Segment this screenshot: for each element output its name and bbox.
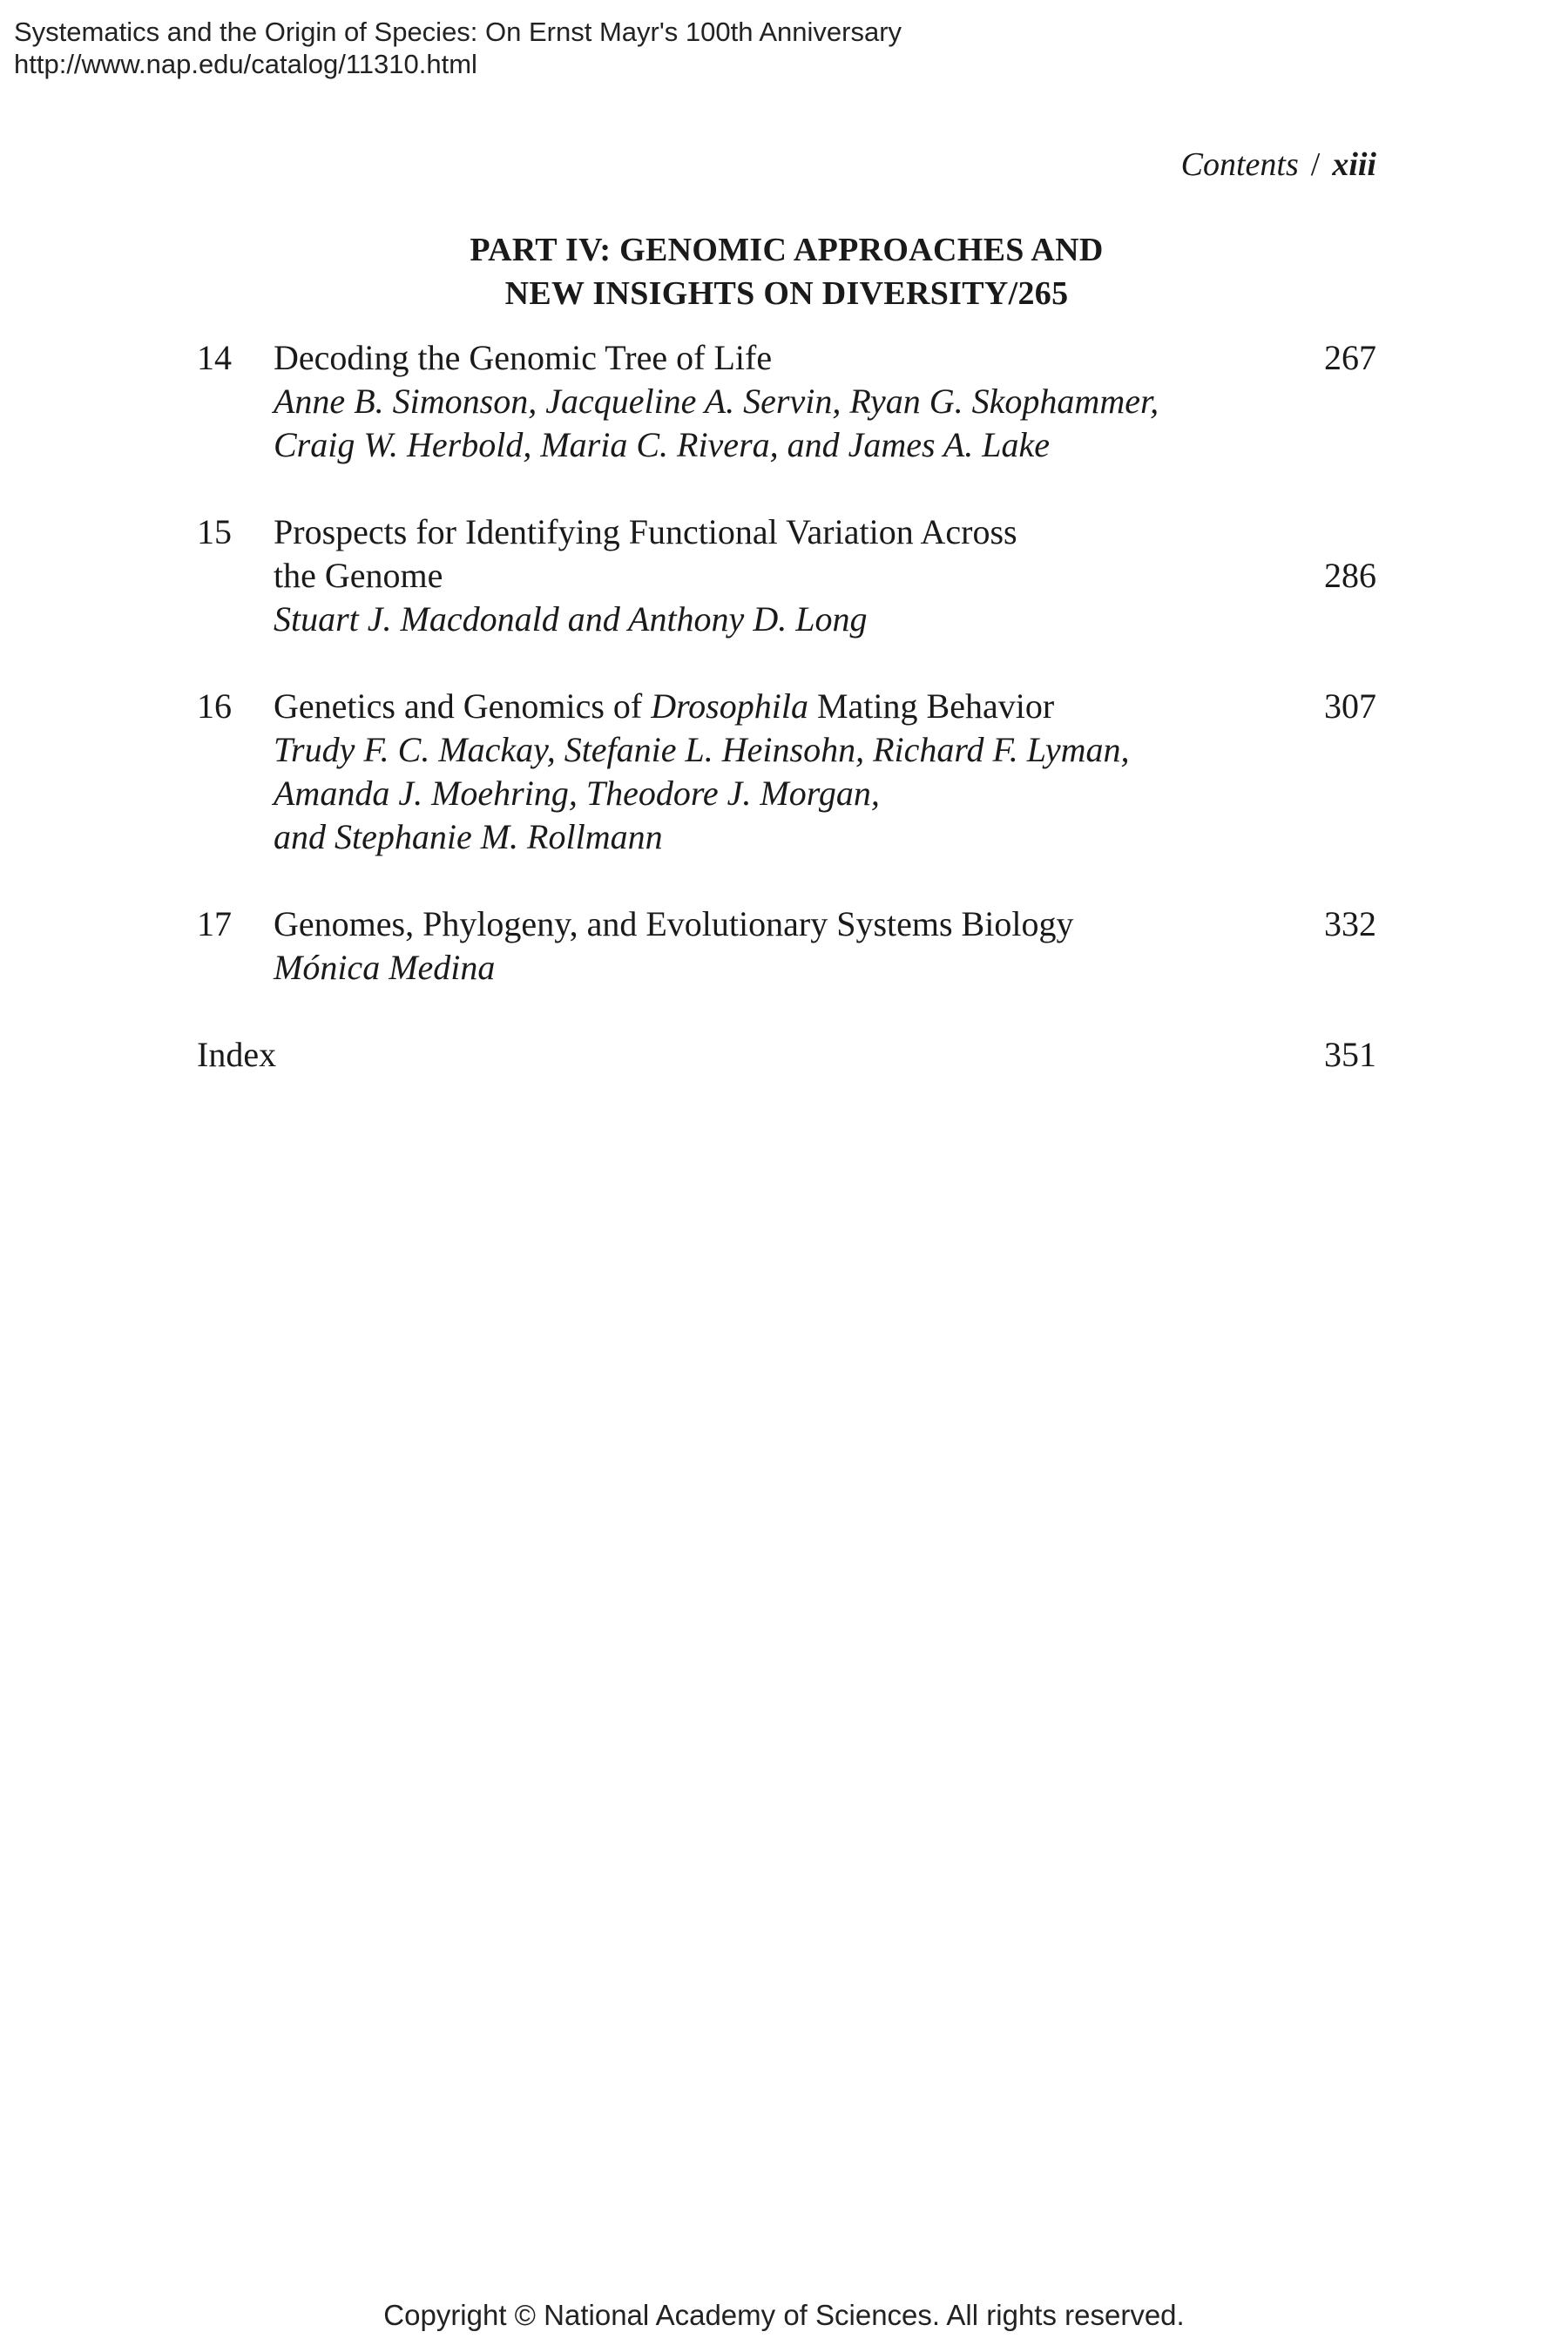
document-source-header	[14, 16, 902, 80]
chapter-title-italic: Drosophila	[651, 686, 808, 726]
chapter-title-prefix: Genetics and Genomics of	[274, 686, 652, 726]
chapter-page-number: 267	[1324, 338, 1376, 377]
authors-line: Anne B. Simonson, Jacqueline A. Servin, Ryan G. Skophammer,	[274, 382, 1159, 421]
chapter-authors	[274, 728, 1237, 859]
running-head	[1181, 145, 1376, 185]
chapter-number: 16	[197, 686, 232, 726]
running-head-separator: /	[1310, 146, 1321, 183]
chapter-title: Genomes, Phylogeny, and Evolutionary Systems Biology	[274, 904, 1074, 943]
authors-line: Amanda J. Moehring, Theodore J. Morgan,	[274, 774, 880, 813]
chapter-title-line-1: Prospects for Identifying Functional Variation Across	[274, 512, 1017, 551]
chapter-number: 17	[197, 904, 232, 943]
chapter-title-suffix: Mating Behavior	[808, 686, 1055, 726]
toc-entry-index	[197, 1033, 1376, 1077]
running-head-page: xiii	[1332, 146, 1376, 183]
authors-line: Stuart J. Macdonald and Anthony D. Long	[274, 599, 868, 639]
authors-line: Craig W. Herbold, Maria C. Rivera, and James A. Lake	[274, 425, 1051, 464]
part-heading	[197, 228, 1376, 315]
chapter-page-number: 307	[1324, 686, 1376, 726]
part-heading-line-2: NEW INSIGHTS ON DIVERSITY/265	[504, 275, 1069, 312]
index-label: Index	[197, 1035, 277, 1074]
authors-line: Trudy F. C. Mackay, Stefanie L. Heinsohn, Richard F. Lyman,	[274, 730, 1130, 769]
chapter-page-number: 332	[1324, 904, 1376, 943]
chapter-authors	[274, 946, 1237, 990]
running-head-label: Contents	[1180, 146, 1299, 183]
chapter-number: 14	[197, 338, 232, 377]
catalog-url: http://www.nap.edu/catalog/11310.html	[14, 49, 477, 79]
toc-entry-16	[197, 685, 1376, 859]
chapter-number: 15	[197, 512, 232, 551]
authors-line: and Stephanie M. Rollmann	[274, 817, 663, 856]
index-page-number: 351	[1324, 1035, 1376, 1074]
chapter-title-line-2: the Genome	[274, 556, 443, 595]
toc-entry-17	[197, 902, 1376, 990]
book-title-line: Systematics and the Origin of Species: On Ernst Mayr's 100th Anniversary	[14, 17, 902, 47]
chapter-title: Decoding the Genomic Tree of Life	[274, 338, 773, 377]
toc-entry-14	[197, 336, 1376, 467]
chapter-authors	[274, 598, 1237, 641]
authors-line: Mónica Medina	[274, 948, 496, 987]
table-of-contents	[197, 336, 1376, 1120]
chapter-authors	[274, 380, 1237, 467]
part-heading-line-1: PART IV: GENOMIC APPROACHES AND	[470, 232, 1104, 268]
chapter-page-number: 286	[1324, 556, 1376, 595]
toc-entry-15	[197, 510, 1376, 641]
chapter-title	[274, 685, 1237, 728]
copyright-footer: Copyright © National Academy of Sciences. All rights reserved.	[383, 2299, 1185, 2331]
